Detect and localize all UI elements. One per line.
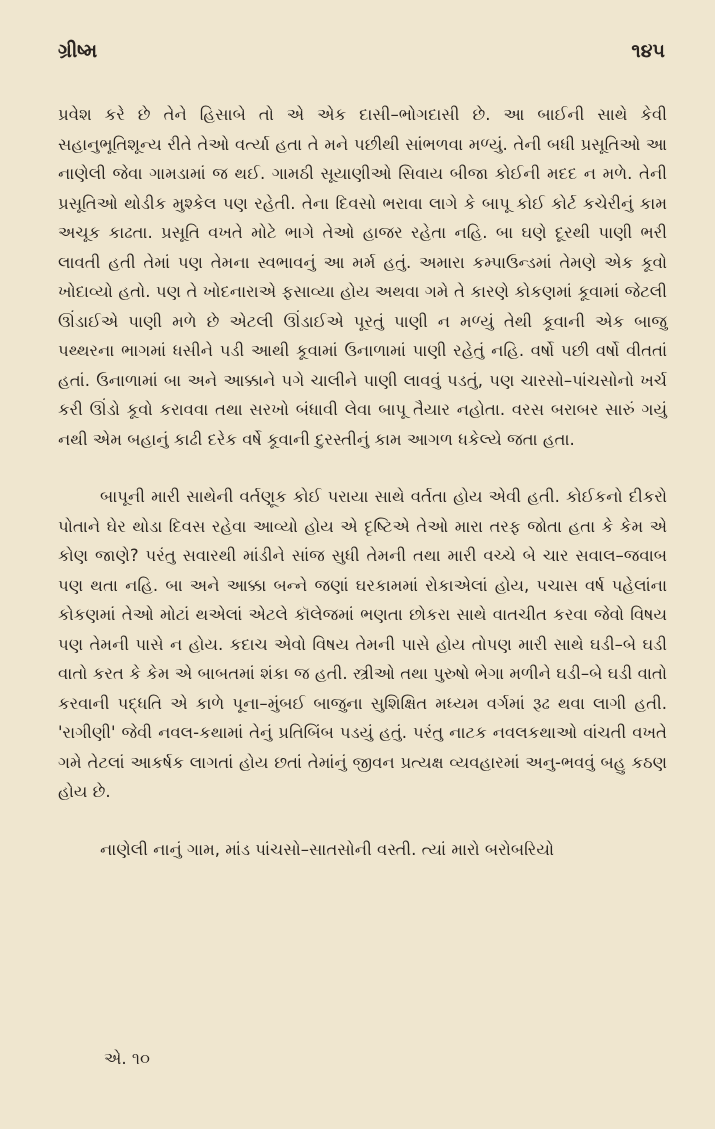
paragraph-3: નાણેલી નાનું ગામ, માંડ પાંચસો–સાતસોની વસ્તી. ત્યાં મારો બરોબરિયો — [100, 839, 554, 859]
signature-mark: એ. ૧૦ — [104, 1049, 150, 1068]
running-title: ગ્રીષ્મ — [58, 40, 98, 62]
page-number: ૧૪૫ — [631, 40, 665, 62]
paragraph-1: પ્રવેશ કરે છે તેને હિસાબે તો એ એક દાસી–ભોગદાસી છે. આ બાઈની સાથે કેવી સહાનુભૂતિશૂન્ય રીતે તેઓ વર્ત્યા હતા તે મને પછીથી સાંભળવા મળ્યું. તેની બધી પ્રસૂતિઓ આ નાણેલી જેવા ગામડામાં જ થઈ. ગામઠી સૂયાણીઓ સિવાય બીજા કોઈની મદદ ન મળે. તેની પ્રસૂતિઓ થોડીક મુશ્કેલ પણ રહેતી. તેના દિવસો ભરાવા લાગે કે બાપૂ કોઈ કોર્ટ કચેરીનું કામ અચૂક કાઢતા. પ્રસૂતિ વખતે મોટે ભાગે તેઓ હાજર રહેતા નહિ. બા ઘણે દૂરથી પાણી ભરી લાવતી હતી તેમાં પણ તેમના સ્વભાવનું આ મર્મ હતું. અમારા કમ્પાઉન્ડમાં તેમણે એક કૂવો ખોદાવ્યો હતો. પણ તે ખોદનારાએ ફસાવ્યા હોય અથવા ગમે તે કારણે કોકણમાં કૂવામાં જેટલી ઊંડાઈએ પાણી મળે છે એટલી ઊંડાઈએ પૂરતું પાણી ન મળ્યું તેથી કૂવાની એક બાજુ પથ્થરના ભાગમાં ધસીને પડી આથી કૂવામાં ઉનાળામાં પાણી રહેતું નહિ. વર્ષો પછી વર્ષો વીતતાં હતાં. ઉનાળામાં બા અને આક્કાને પગે ચાલીને પાણી લાવવું પડતું, પણ ચારસો–પાંચસોનો ખર્ચ કરી ઊંડો કૂવો કરાવવા તથા સરખો બંધાવી લેવા બાપૂ તૈયાર નહોતા. વરસ બરાબર સારું ગયું નથી એમ બહાનું કાઢી દરેક વર્ષે કૂવાની દુરસ્તીનું કામ આગળ ધકેલ્યે જતા હતા. — [58, 105, 667, 449]
paragraph-2: બાપૂની મારી સાથેની વર્તણૂક કોઈ પરાયા સાથે વર્તતા હોય એવી હતી. કોઈકનો દીકરો પોતાને ઘેર થોડા દિવસ રહેવા આવ્યો હોય એ દૃષ્ટિએ તેઓ મારા તરફ જોતા હતા કે કેમ એ કોણ જાણે? પરંતુ સવારથી માંડીને સાંજ સુધી તેમની તથા મારી વચ્ચે બે ચાર સવાલ–જવાબ પણ થતા નહિ. બા અને આક્કા બન્ને જણાં ઘરકામમાં રોકાએલાં હોય, પચાસ વર્ષ પહેલાંના કોકણમાં તેઓ મોટાં થએલાં એટલે કૉલેજમાં ભણતા છોકરા સાથે વાતચીત કરવા જેવો વિષય પણ તેમની પાસે ન હોય. કદાચ એવો વિષય તેમની પાસે હોય તોપણ મારી સાથે ઘડી–બે ઘડી વાતો કરત કે કેમ એ બાબતમાં શંકા જ હતી. સ્ત્રીઓ તથા પુરુષો ભેગા મળીને ઘડી–બે ઘડી વાતો કરવાની પદ્ધતિ એ કાળે પૂના–મુંબઈ બાજુના સુશિક્ષિત મધ્યમ વર્ગમાં રૂઢ થવા લાગી હતી. 'રાગીણી' જેવી નવલ-કથામાં તેનું પ્રતિબિંબ પડયું હતું. પરંતુ નાટક નવલકથાઓ વાંચતી વખતે ગમે તેટલાં આકર્ષક લાગતાં હોય છતાં તેમાંનું જીવન પ્રત્યક્ષ વ્યવહારમાં અનુ-ભવવું બહુ કઠણ હોય છે. — [58, 487, 667, 801]
running-header — [58, 40, 665, 62]
body-text — [58, 100, 667, 864]
